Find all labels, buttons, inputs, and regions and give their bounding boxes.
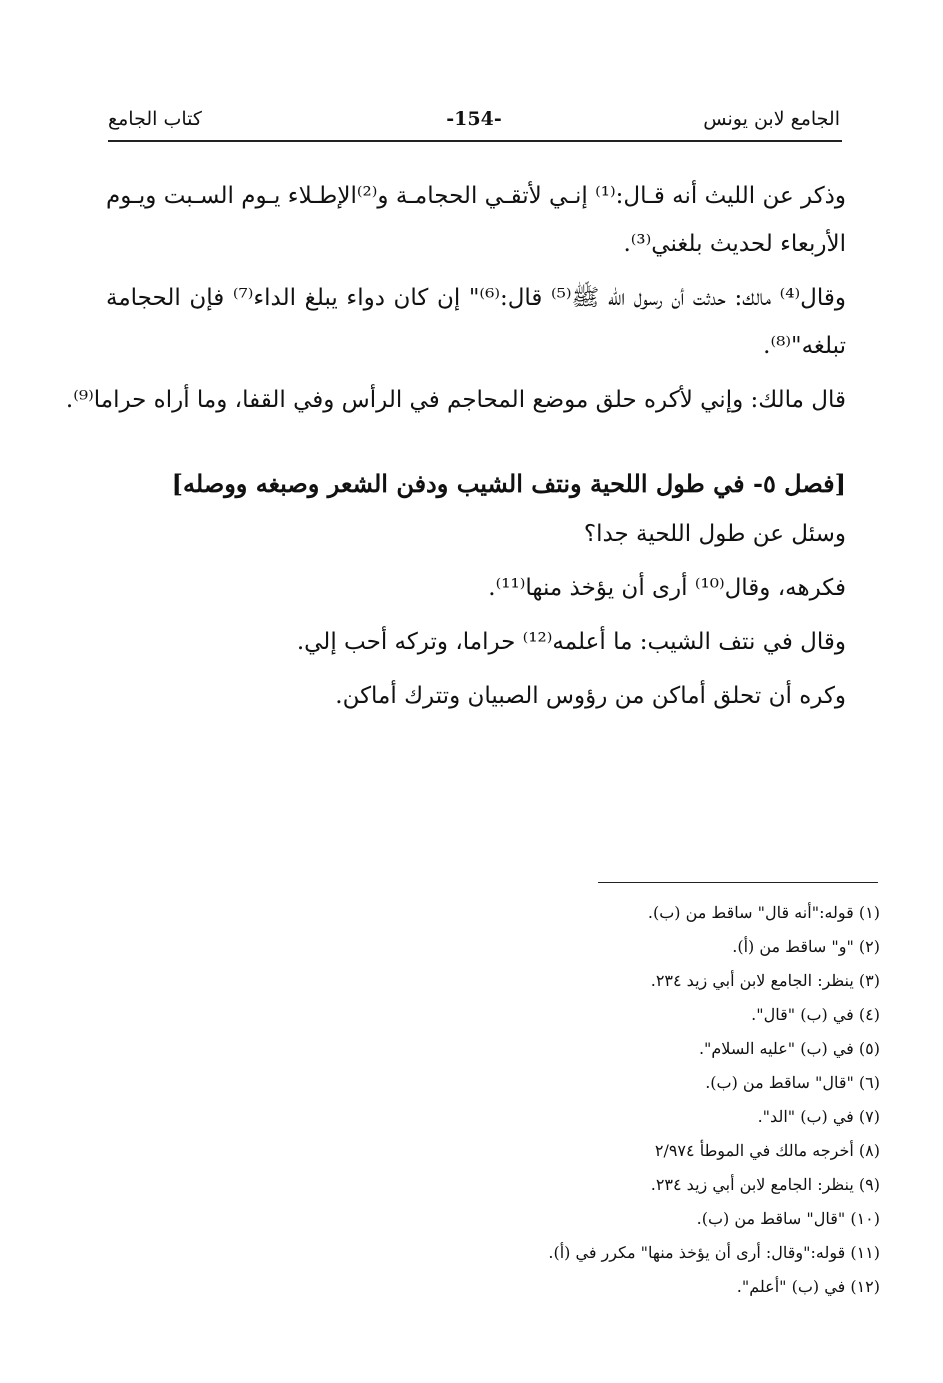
footnote-6: (٦) "قال" ساقط من (ب).	[705, 1073, 880, 1092]
footnote-rule	[598, 882, 878, 883]
footnote-8: (٨) أخرجه مالك في الموطأ ٢/٩٧٤	[654, 1141, 880, 1160]
footnote-9: (٩) ينظر: الجامع لابن أبي زيد ٢٣٤.	[650, 1175, 880, 1194]
paragraph-6: وقال في نتف الشيب: ما أعلمه⁽¹²⁾ حراما، وتركه أحب إلي.	[296, 629, 846, 655]
paragraph-3: قال مالك: وإني لأكره حلق موضع المحاجم في الرأس وفي القفا، وما أراه حراما⁽⁹⁾.	[65, 387, 846, 413]
paragraph-5: فكرهه، وقال⁽¹⁰⁾ أرى أن يؤخذ منها⁽¹¹⁾.	[488, 575, 846, 601]
paragraph-4: وسئل عن طول اللحية جدا؟	[583, 521, 846, 547]
footnote-1: (١) قوله:"أنه قال" ساقط من (ب).	[647, 903, 880, 922]
header-rule	[108, 140, 842, 142]
footnote-2: (٢) "و" ساقط من (أ).	[732, 937, 880, 956]
footnote-4: (٤) في (ب) "قال".	[751, 1005, 880, 1024]
page-number: -154-	[446, 108, 502, 130]
book-title: الجامع لابن يونس	[703, 108, 840, 130]
footnote-3: (٣) ينظر: الجامع لابن أبي زيد ٢٣٤.	[650, 971, 880, 990]
main-text	[65, 172, 847, 726]
paragraph-2: وقال⁽⁴⁾ مالك: حدثت أن رسول الله ﷺ⁽⁵⁾ قال:⁽⁶⁾" إن كان دواء يبلغ الداء⁽⁷⁾ فإن الحجامة تبلغه"⁽⁸⁾.	[106, 285, 847, 359]
paragraph-1: وذكر عن الليث أنه قـال:⁽¹⁾ إنـي لأتقـي الحجامـة و⁽²⁾الإطـلاء يـوم السـبت ويـوم الأربعاء لحديث بلغني⁽³⁾.	[106, 183, 847, 257]
section-heading: [فصل ٥- في طول اللحية ونتف الشيب ودفن الشعر وصبغه ووصله]	[171, 469, 846, 498]
footnote-5: (٥) في (ب) "عليه السلام".	[698, 1039, 880, 1058]
footnotes	[440, 896, 880, 1304]
paragraph-7: وكره أن تحلق أماكن من رؤوس الصبيان وتترك أماكن.	[335, 683, 846, 709]
footnote-12: (١٢) في (ب) "أعلم".	[736, 1277, 880, 1296]
footnote-7: (٧) في (ب) "الد".	[757, 1107, 880, 1126]
footnote-10: (١٠) "قال" ساقط من (ب).	[696, 1209, 880, 1228]
footnote-11: (١١) قوله:"وقال: أرى أن يؤخذ منها" مكرر في (أ).	[548, 1243, 880, 1262]
chapter-title: كتاب الجامع	[108, 108, 202, 130]
running-head	[108, 108, 840, 138]
